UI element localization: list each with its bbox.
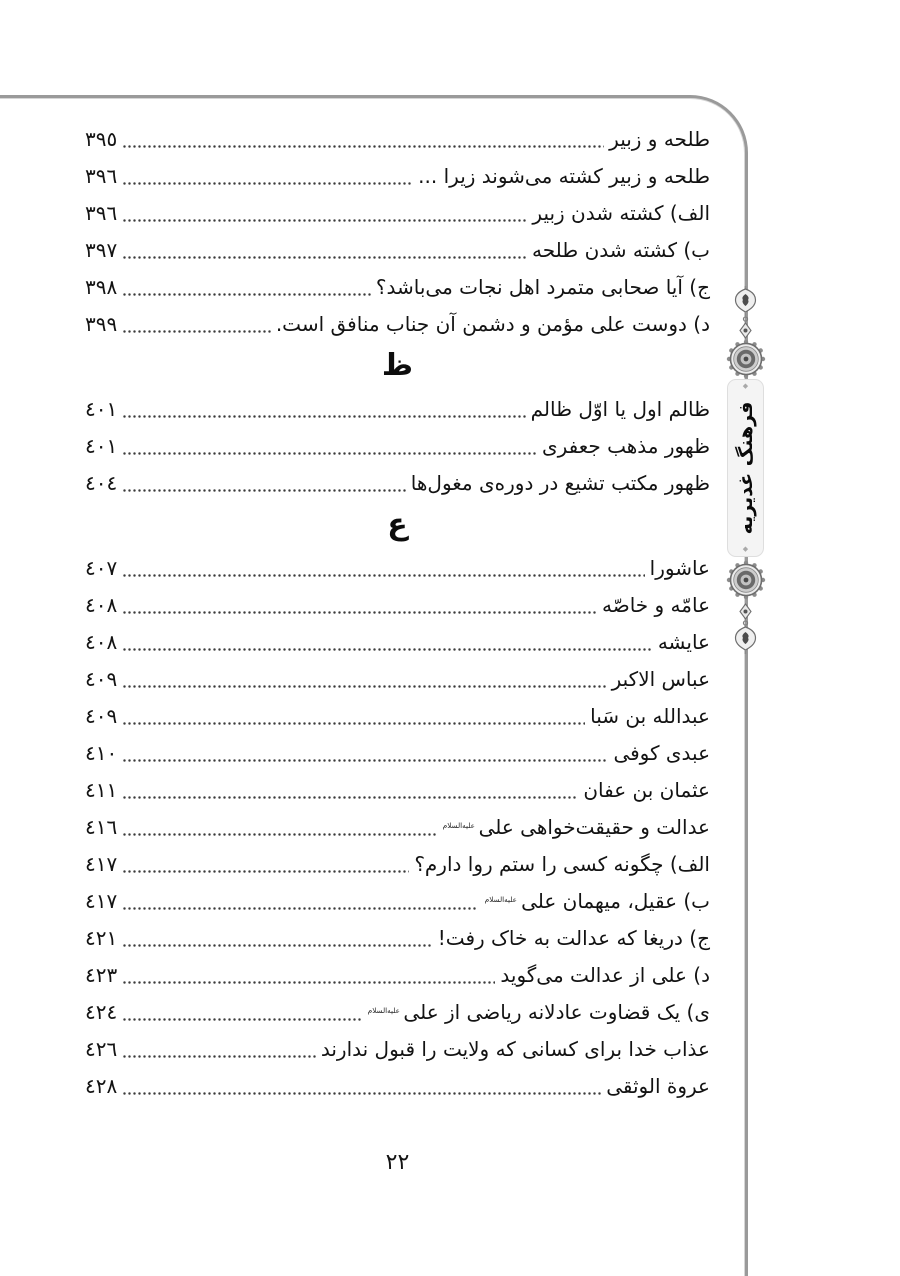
- dotted-leader: [122, 256, 527, 259]
- entry-title: ظهور مکتب تشیع در دوره‌ی مغول‌ها: [410, 470, 710, 495]
- entry-page-number: ٤١١: [85, 777, 118, 802]
- dotted-leader: [122, 1092, 601, 1095]
- entry-title: طلحه و زبیر: [609, 126, 710, 151]
- entry-title: عثمان بن عفان: [583, 777, 710, 802]
- entry-page-number: ٣٩٨: [85, 274, 118, 299]
- toc-entry: [85, 993, 710, 1030]
- toc-entry: [85, 660, 710, 697]
- dotted-leader: [122, 870, 409, 873]
- toc-entry: [85, 586, 710, 623]
- entry-page-number: ٤٢٣: [85, 962, 118, 987]
- entry-page-number: ٤٢٦: [85, 1036, 118, 1061]
- dotted-leader: [122, 722, 585, 725]
- entry-title: د) دوست علی مؤمن و دشمن آن جناب منافق است.: [275, 311, 710, 336]
- toc-entry: [85, 734, 710, 771]
- entry-title: الف) چگونه کسی را ستم روا دارم؟: [414, 851, 710, 876]
- toc-entry: [85, 157, 710, 194]
- entry-page-number: ٤١٠: [85, 740, 118, 765]
- dotted-leader: [122, 759, 608, 762]
- toc-entry: [85, 845, 710, 882]
- entry-page-number: ٣٩٧: [85, 237, 118, 262]
- toc-entry: [85, 956, 710, 993]
- entry-page-number: ٤٠٤: [85, 470, 118, 495]
- dotted-leader: [122, 1055, 316, 1058]
- entry-title: ب) عقیل، میهمان علیعلیه‌السلام: [485, 888, 710, 913]
- entry-page-number: ٤٠١: [85, 396, 118, 421]
- toc-list: [85, 120, 710, 1104]
- rosette-medallion-icon: [724, 558, 768, 602]
- toc-entry: [85, 1030, 710, 1067]
- entry-title: ظهور مذهب جعفری: [541, 433, 710, 458]
- rosette-medallion-icon: [724, 337, 768, 381]
- toc-entry: [85, 305, 710, 342]
- entry-page-number: ٤٠٨: [85, 629, 118, 654]
- entry-title: ب) کشته شدن طلحه: [532, 237, 710, 262]
- dotted-leader: [122, 833, 436, 836]
- toc-entry: [85, 549, 710, 586]
- dotted-leader: [122, 907, 478, 910]
- toc-entry: [85, 882, 710, 919]
- toc-entry: [85, 194, 710, 231]
- panel-tick-icon: ◆: [742, 545, 749, 553]
- entry-title: ج) آیا صحابی متمرد اهل نجات می‌باشد؟: [375, 274, 710, 299]
- entry-page-number: ٣٩٥: [85, 126, 118, 151]
- entry-page-number: ٤١٦: [85, 814, 118, 839]
- palmette-finial-icon: [733, 286, 758, 316]
- entry-title: عذاب خدا برای کسانی که ولایت را قبول ندارند: [320, 1036, 710, 1061]
- entry-page-number: ٤٠١: [85, 433, 118, 458]
- dotted-leader: [122, 611, 597, 614]
- toc-entry: [85, 771, 710, 808]
- dotted-leader: [122, 452, 537, 455]
- sidebar-book-title: فرهنگ غدیریه: [734, 401, 757, 535]
- entry-page-number: ٤٢٤: [85, 999, 118, 1024]
- panel-tick-icon: ◆: [742, 382, 749, 390]
- entry-page-number: ٤١٧: [85, 888, 118, 913]
- dotted-leader: [122, 574, 644, 577]
- dotted-leader: [122, 1018, 361, 1021]
- toc-entry: [85, 1067, 710, 1104]
- entry-page-number: ٤٠٩: [85, 703, 118, 728]
- dotted-leader: [122, 219, 527, 222]
- alayhissalam-stamp-icon: علیه‌السلام: [442, 820, 475, 830]
- entry-title: ج) دریغا که عدالت به خاک رفت!: [437, 925, 710, 950]
- entry-title: عاشورا: [649, 555, 710, 580]
- dotted-leader: [122, 648, 653, 651]
- dotted-leader: [122, 415, 525, 418]
- toc-entry: [85, 231, 710, 268]
- toc-entry: [85, 120, 710, 157]
- dotted-leader: [122, 293, 371, 296]
- entry-title: عبدی کوفی: [613, 740, 710, 765]
- toc-entry: [85, 697, 710, 734]
- entry-title: ی) یک قضاوت عادلانه ریاضی از علیعلیه‌السلام: [367, 999, 710, 1024]
- toc-entry: [85, 919, 710, 956]
- entry-page-number: ٣٩٩: [85, 311, 118, 336]
- toc-entry: [85, 427, 710, 464]
- entry-page-number: ٤٠٧: [85, 555, 118, 580]
- entry-page-number: ٤٢١: [85, 925, 118, 950]
- entry-title: عایشه: [657, 629, 710, 654]
- palmette-finial-icon: [733, 624, 758, 654]
- entry-title: الف) کشته شدن زبیر: [532, 200, 710, 225]
- entry-page-number: ٣٩٦: [85, 163, 118, 188]
- dotted-leader: [122, 145, 604, 148]
- entry-page-number: ٤١٧: [85, 851, 118, 876]
- dotted-leader: [122, 981, 495, 984]
- entry-title: د) علی از عدالت می‌گوید: [500, 962, 710, 987]
- toc-entry: [85, 464, 710, 501]
- entry-page-number: ٤٠٨: [85, 592, 118, 617]
- entry-title: عروة الوثقی: [606, 1073, 710, 1098]
- entry-title: عامّه و خاصّه: [602, 592, 710, 617]
- dotted-leader: [122, 944, 433, 947]
- section-header: ظ: [381, 348, 414, 383]
- toc-entry: [85, 268, 710, 305]
- dotted-leader: [122, 685, 606, 688]
- dotted-leader: [122, 489, 406, 492]
- entry-title: عدالت و حقیقت‌خواهی علیعلیه‌السلام: [442, 814, 710, 839]
- alayhissalam-stamp-icon: علیه‌السلام: [485, 894, 518, 904]
- page-number: ٢٢: [385, 1150, 410, 1175]
- sidebar-title-panel: [727, 379, 764, 557]
- entry-page-number: ٣٩٦: [85, 200, 118, 225]
- entry-title: طلحه و زبیر کشته می‌شوند زیرا ...: [418, 163, 710, 188]
- toc-entry: [85, 390, 710, 427]
- entry-title: ظالم اول یا اوّل ظالم: [530, 396, 710, 421]
- dotted-leader: [122, 182, 413, 185]
- dotted-leader: [122, 796, 578, 799]
- entry-page-number: ٤٠٩: [85, 666, 118, 691]
- entry-page-number: ٤٢٨: [85, 1073, 118, 1098]
- toc-entry: [85, 808, 710, 845]
- alayhissalam-stamp-icon: علیه‌السلام: [367, 1005, 400, 1015]
- dotted-leader: [122, 330, 271, 333]
- diamond-finial-icon: [737, 602, 754, 626]
- entry-title: عباس الاکبر: [611, 666, 710, 691]
- section-header: ع: [387, 507, 408, 542]
- entry-title: عبدالله بن سَبا: [590, 703, 710, 728]
- toc-entry: [85, 623, 710, 660]
